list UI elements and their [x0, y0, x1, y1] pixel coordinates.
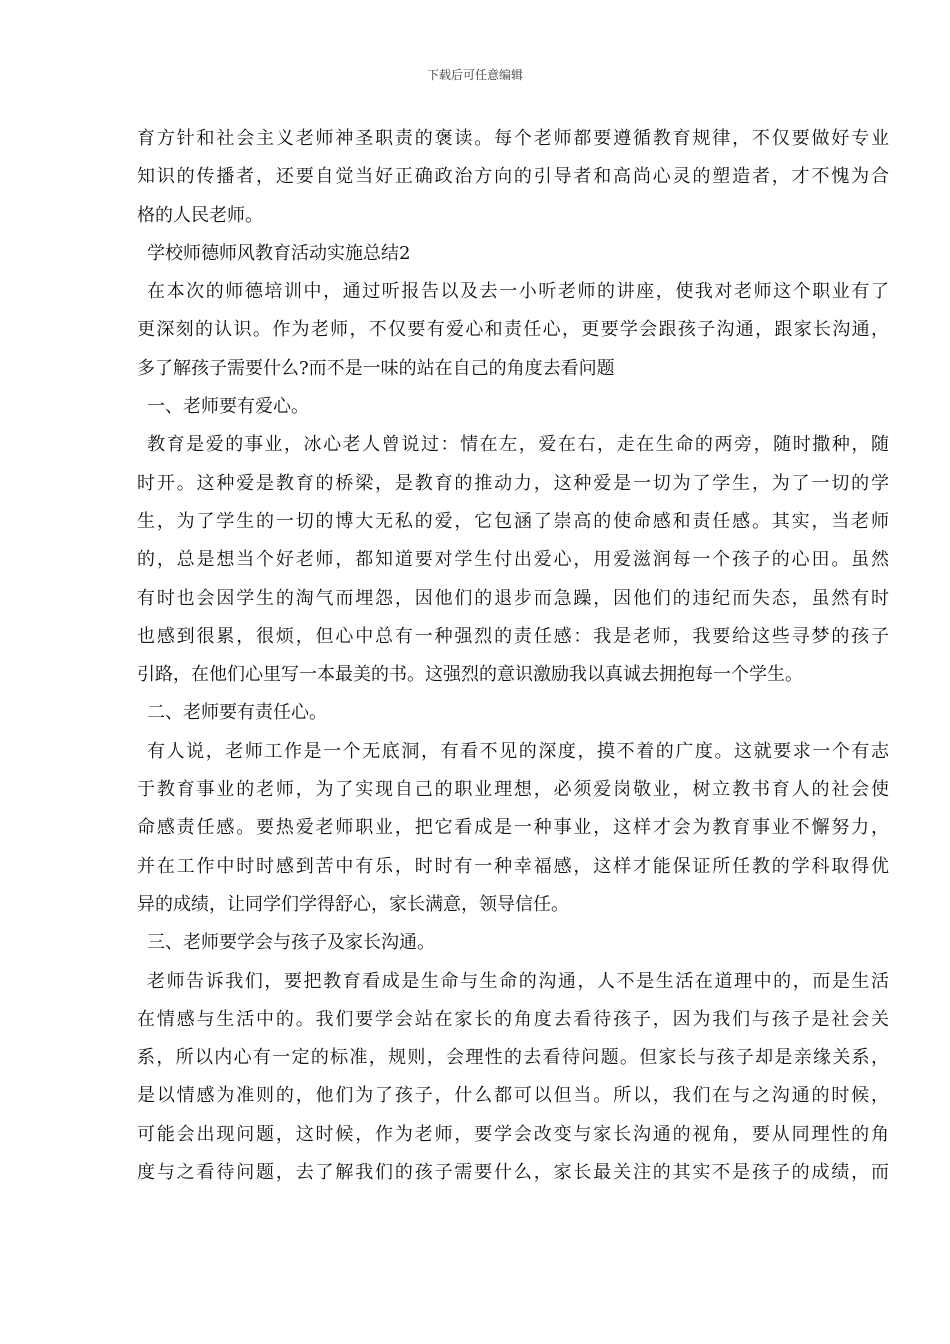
- text-line: 育方针和社会主义老师神圣职责的褒读。每个老师都要遵循教育规律，不仅要做好专业: [137, 128, 889, 149]
- text-line: 有人说，老师工作是一个无底洞，有看不见的深度，摸不着的广度。这就要求一个有志: [147, 740, 889, 762]
- text-line: 可能会出现问题，这时候，作为老师，要学会改变与家长沟通的视角，要从同理性的角: [137, 1123, 889, 1145]
- text-line: 并在工作中时时感到苦中有乐，时时有一种幸福感，这样才能保证所任教的学科取得优: [137, 855, 889, 877]
- document-body: [137, 120, 889, 1192]
- text-line: 二、老师要有责任心。: [147, 702, 327, 724]
- text-line: 教育是爱的事业，冰心老人曾说过：情在左，爱在右，走在生命的两旁，随时撒种，随: [147, 434, 889, 456]
- text-line: 更深刻的认识。作为老师，不仅要有爱心和责任心，更要学会跟孩子沟通，跟家长沟通，: [137, 319, 889, 341]
- text-line: 有时也会因学生的淘气而埋怨，因他们的退步而急躁，因他们的违纪而失态，虽然有时: [137, 587, 889, 609]
- text-line: 一、老师要有爱心。: [147, 396, 309, 418]
- text-line: 学校师德师风教育活动实施总结2: [147, 242, 411, 264]
- text-line: 生，为了学生的一切的博大无私的爱，它包涵了崇高的使命感和责任感。其实，当老师: [137, 510, 889, 532]
- text-line: 也感到很累，很烦，但心中总有一种强烈的责任感：我是老师，我要给这些寻梦的孩子: [137, 625, 889, 647]
- text-line: 系，所以内心有一定的标准，规则，会理性的去看待问题。但家长与孩子却是亲缘关系，: [137, 1047, 889, 1069]
- text-line: 格的人民老师。: [137, 204, 263, 226]
- text-line: 异的成绩，让同学们学得舒心，家长满意，领导信任。: [137, 893, 569, 915]
- text-line: 在情感与生活中的。我们要学会站在家长的角度去看待孩子，因为我们与孩子是社会关: [137, 1008, 889, 1030]
- text-line: 知识的传播者，还要自觉当好正确政治方向的引导者和高尚心灵的塑造者，才不愧为合: [137, 166, 889, 188]
- text-line: 是以情感为准则的，他们为了孩子，什么都可以但当。所以，我们在与之沟通的时候，: [137, 1085, 889, 1107]
- text-line: 时开。这种爱是教育的桥梁，是教育的推动力，这种爱是一切为了学生，为了一切的学: [137, 472, 889, 494]
- text-line: 引路，在他们心里写一本最美的书。这强烈的意识激励我以真诚去拥抱每一个学生。: [137, 664, 803, 686]
- text-line: 命感责任感。要热爱老师职业，把它看成是一种事业，这样才会为教育事业不懈努力，: [137, 817, 889, 839]
- text-line: 老师告诉我们，要把教育看成是生命与生命的沟通，人不是生活在道理中的，而是生活: [147, 970, 889, 992]
- page-header: 下载后可任意编辑: [426, 68, 523, 82]
- text-line: 多了解孩子需要什么?而不是一味的站在自己的角度去看问题: [137, 357, 615, 379]
- text-line: 在本次的师德培训中，通过听报告以及去一小听老师的讲座，使我对老师这个职业有了: [147, 281, 889, 303]
- text-line: 三、老师要学会与孩子及家长沟通。: [147, 932, 435, 954]
- text-line: 于教育事业的老师，为了实现自己的职业理想，必须爱岗敬业，树立教书育人的社会使: [137, 779, 889, 801]
- text-line: 度与之看待问题，去了解我们的孩子需要什么，家长最关注的其实不是孩子的成绩，而: [137, 1162, 889, 1184]
- text-line: 的，总是想当个好老师，都知道要对学生付出爱心，用爱滋润每一个孩子的心田。虽然: [137, 549, 889, 571]
